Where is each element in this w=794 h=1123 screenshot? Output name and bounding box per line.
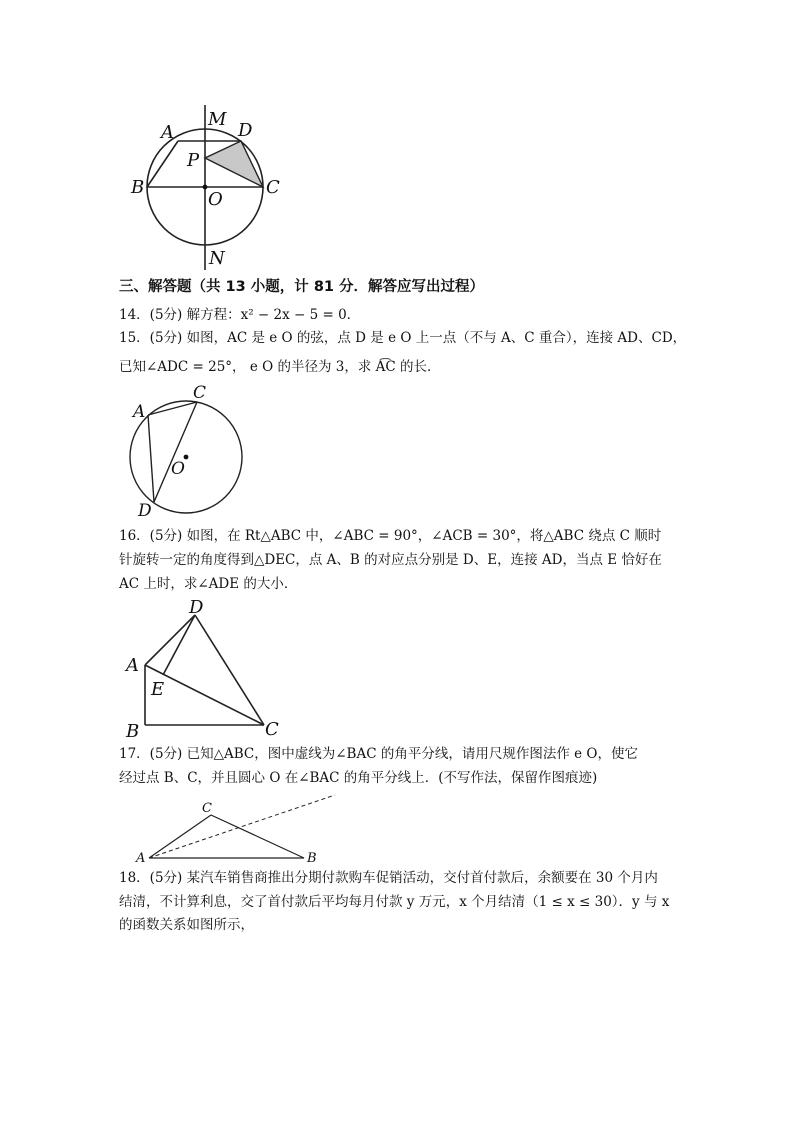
label-e: E xyxy=(151,679,165,700)
label-b: B xyxy=(131,177,145,198)
q15-line2: 已知∠ADC = 25°， e O 的半径为 3，求 A͡C 的长． xyxy=(119,359,441,375)
label-c: C xyxy=(193,383,207,403)
section-heading: 三、解答题（共 13 小题，计 81 分．解答应写出过程） xyxy=(119,279,485,295)
center-dot xyxy=(203,185,208,190)
angle-bisector xyxy=(149,795,335,858)
figure-triangle-bisector xyxy=(130,788,345,868)
segment-ac xyxy=(149,815,211,858)
label-c: C xyxy=(266,177,280,198)
q18-line1: 18．(5分) 某汽车销售商推出分期付款购车促销活动，交付首付款后，余额要在 30 个月内 xyxy=(119,870,658,886)
label-d: D xyxy=(238,120,253,141)
label-a: A xyxy=(133,402,146,422)
chord-dc xyxy=(154,402,197,502)
label-b: B xyxy=(126,721,140,742)
label-a: A xyxy=(136,851,146,866)
label-m: M xyxy=(208,109,227,130)
label-o: O xyxy=(171,459,185,479)
figure-circle-acd xyxy=(125,380,250,520)
q18-line2: 结清，不计算利息，交了首付款后平均每月付款 y 万元，x 个月结清（1 ≤ x ≤ 30）．y 与 x xyxy=(119,894,670,910)
shaded-triangle-pdc xyxy=(205,141,263,187)
label-c: C xyxy=(202,801,212,816)
segment-ad xyxy=(145,615,195,665)
label-p: P xyxy=(187,150,200,171)
label-a: A xyxy=(126,655,139,676)
q14-text: 14．(5分) 解方程：x² − 2x − 5 = 0． xyxy=(119,307,361,323)
figure-circle-mn xyxy=(125,100,290,275)
q16-line3: AC 上时，求∠ADE 的大小． xyxy=(119,576,298,592)
label-d: D xyxy=(138,501,152,520)
q17-line2: 经过点 B、C，并且圆心 O 在∠BAC 的角平分线上．(不写作法，保留作图痕迹) xyxy=(119,770,598,786)
q18-line3: 的函数关系如图所示， xyxy=(119,917,254,933)
label-c: C xyxy=(265,719,279,740)
label-n: N xyxy=(209,248,225,269)
label-b: B xyxy=(307,851,317,866)
chord-ac xyxy=(148,402,197,415)
q15-line1: 15．(5分) 如图，AC 是 e O 的弦，点 D 是 e O 上一点（不与 A、C 重合），连接 AD、CD， xyxy=(119,330,687,346)
q17-line1: 17．(5分) 已知△ABC，图中虚线为∠BAC 的角平分线，请用尺规作图法作 e O，使它 xyxy=(119,746,638,762)
label-a: A xyxy=(161,122,174,143)
label-o: O xyxy=(208,189,223,210)
label-d: D xyxy=(189,597,204,618)
chord-ad xyxy=(148,415,154,502)
figure-rotated-triangle xyxy=(120,595,290,745)
q16-line1: 16．(5分) 如图，在 Rt△ABC 中，∠ABC = 90°，∠ACB = 30°，将△ABC 绕点 C 顺时 xyxy=(119,528,662,544)
segment-de xyxy=(163,615,195,675)
q16-line2: 针旋转一定的角度得到△DEC，点 A、B 的对应点分别是 D、E，连接 AD，当点 E 恰好在 xyxy=(119,552,662,568)
